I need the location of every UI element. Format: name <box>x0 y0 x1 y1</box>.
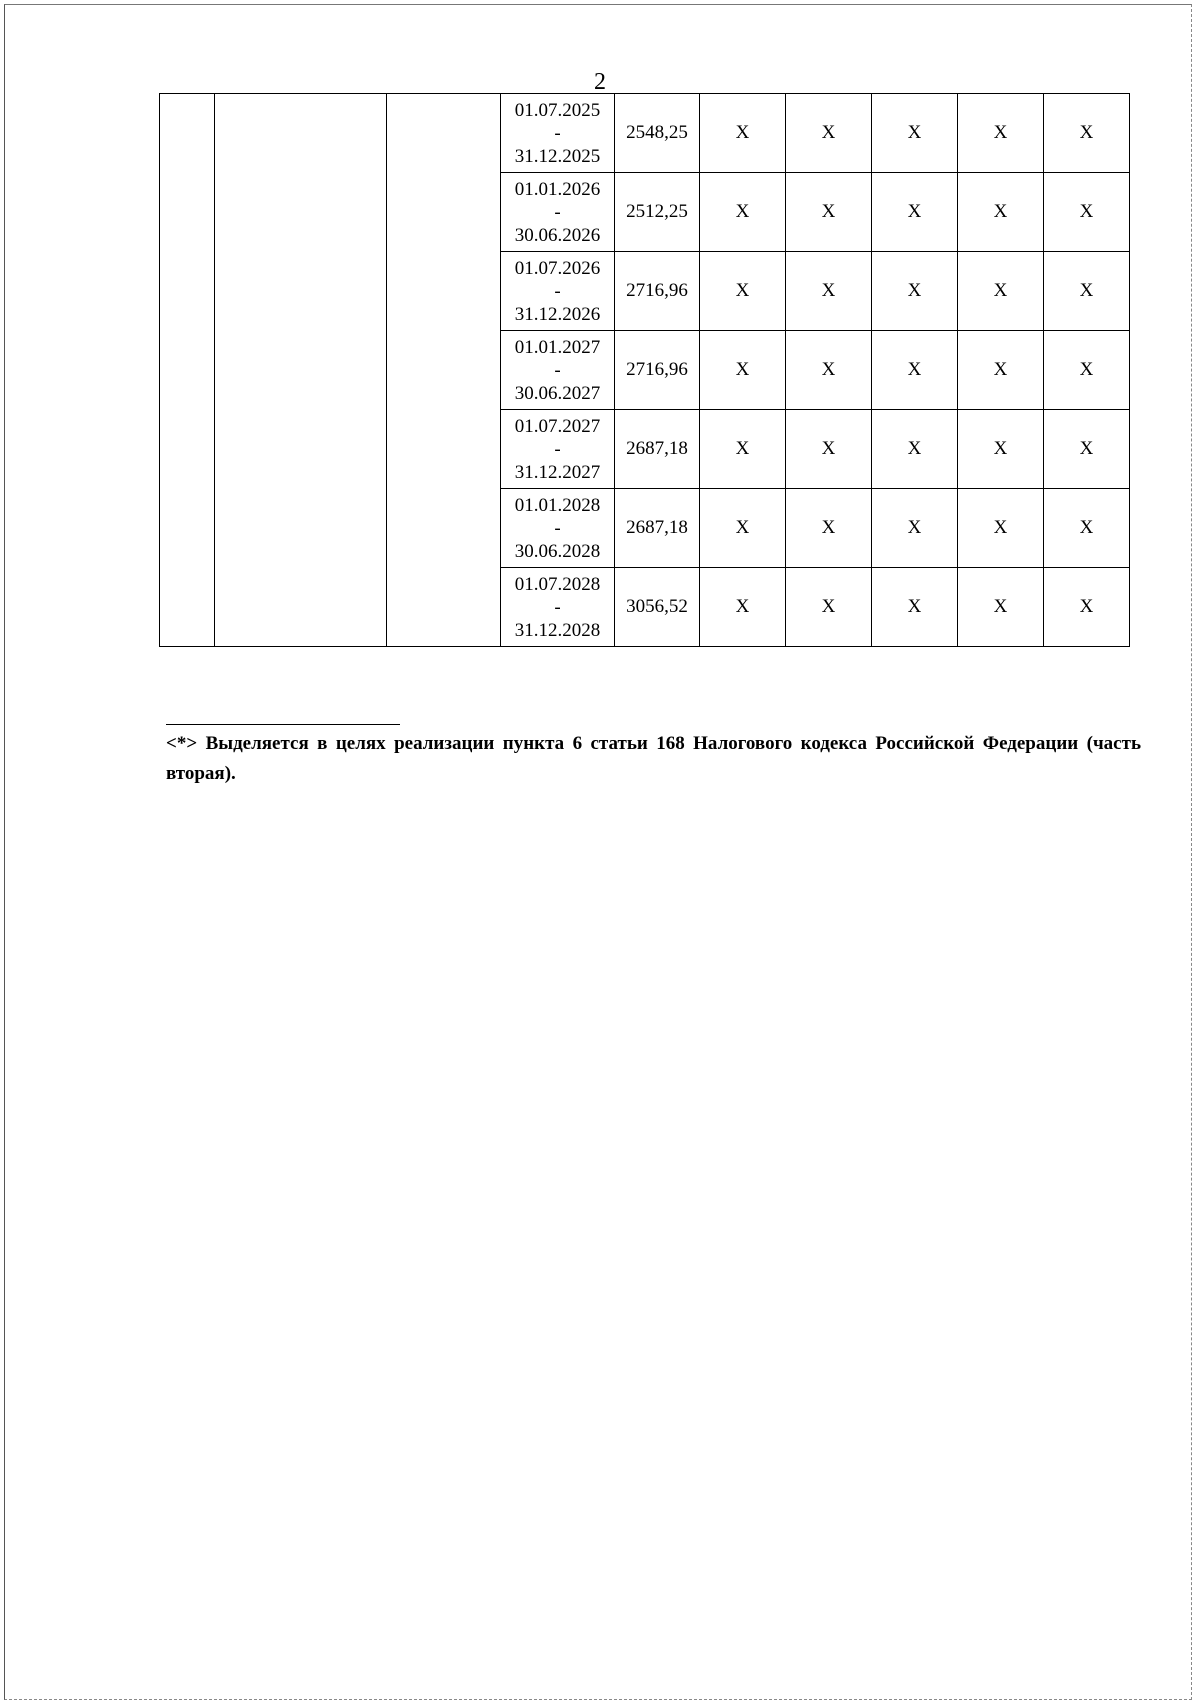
mark-cell: Х <box>1044 173 1130 252</box>
mark-cell: Х <box>786 331 872 410</box>
period-end: 30.06.2026 <box>514 224 601 246</box>
period-cell <box>501 173 615 252</box>
empty-cell-unit <box>387 94 501 647</box>
period-separator: - <box>554 201 561 223</box>
footnote-text: <*> Выделяется в целях реализации пункта 6 статьи 168 Налогового кодекса Российской Федерации (часть вторая). <box>166 733 1141 784</box>
mark-cell: Х <box>1044 489 1130 568</box>
mark-cell: Х <box>786 252 872 331</box>
mark-cell: Х <box>1044 252 1130 331</box>
mark-cell: Х <box>786 94 872 173</box>
mark-cell: Х <box>958 410 1044 489</box>
mark-cell: Х <box>700 568 786 647</box>
period-end: 30.06.2028 <box>514 540 601 562</box>
mark-cell: Х <box>872 489 958 568</box>
empty-cell-number <box>160 94 215 647</box>
period-start: 01.07.2026 <box>514 257 601 279</box>
period-cell <box>501 568 615 647</box>
period-end: 31.12.2026 <box>514 303 601 325</box>
mark-cell: Х <box>1044 410 1130 489</box>
mark-cell: Х <box>1044 568 1130 647</box>
footnote-separator <box>166 724 400 725</box>
period-cell <box>501 331 615 410</box>
period-cell <box>501 410 615 489</box>
mark-cell: Х <box>700 173 786 252</box>
mark-cell: Х <box>786 489 872 568</box>
mark-cell: Х <box>872 331 958 410</box>
period-start: 01.01.2026 <box>514 178 601 200</box>
value-cell: 2548,25 <box>615 94 700 173</box>
period-start: 01.07.2027 <box>514 415 601 437</box>
empty-cell-name <box>215 94 387 647</box>
tariff-table <box>159 93 1130 647</box>
mark-cell: Х <box>872 410 958 489</box>
period-end: 30.06.2027 <box>514 382 601 404</box>
mark-cell: Х <box>700 410 786 489</box>
period-separator: - <box>554 122 561 144</box>
mark-cell: Х <box>1044 331 1130 410</box>
page-number: 2 <box>594 69 606 95</box>
period-end: 31.12.2027 <box>514 461 601 483</box>
value-cell: 2687,18 <box>615 489 700 568</box>
mark-cell: Х <box>700 94 786 173</box>
period-start: 01.07.2025 <box>514 99 601 121</box>
mark-cell: Х <box>872 94 958 173</box>
value-cell: 2716,96 <box>615 252 700 331</box>
value-cell: 2687,18 <box>615 410 700 489</box>
period-separator: - <box>554 438 561 460</box>
period-separator: - <box>554 596 561 618</box>
mark-cell: Х <box>700 252 786 331</box>
period-separator: - <box>554 359 561 381</box>
mark-cell: Х <box>700 489 786 568</box>
mark-cell: Х <box>958 489 1044 568</box>
value-cell: 2716,96 <box>615 331 700 410</box>
period-start: 01.01.2027 <box>514 336 601 358</box>
mark-cell: Х <box>786 173 872 252</box>
value-cell: 2512,25 <box>615 173 700 252</box>
mark-cell: Х <box>958 252 1044 331</box>
period-end: 31.12.2025 <box>514 145 601 167</box>
mark-cell: Х <box>958 331 1044 410</box>
value-cell: 3056,52 <box>615 568 700 647</box>
mark-cell: Х <box>700 331 786 410</box>
mark-cell: Х <box>786 410 872 489</box>
mark-cell: Х <box>872 568 958 647</box>
mark-cell: Х <box>872 252 958 331</box>
period-separator: - <box>554 280 561 302</box>
period-end: 31.12.2028 <box>514 619 601 641</box>
mark-cell: Х <box>958 173 1044 252</box>
mark-cell: Х <box>786 568 872 647</box>
period-cell <box>501 489 615 568</box>
period-cell <box>501 252 615 331</box>
period-start: 01.07.2028 <box>514 573 601 595</box>
mark-cell: Х <box>1044 94 1130 173</box>
table-row <box>160 94 1130 173</box>
mark-cell: Х <box>872 173 958 252</box>
period-separator: - <box>554 517 561 539</box>
mark-cell: Х <box>958 94 1044 173</box>
period-cell <box>501 94 615 173</box>
period-start: 01.01.2028 <box>514 494 601 516</box>
mark-cell: Х <box>958 568 1044 647</box>
